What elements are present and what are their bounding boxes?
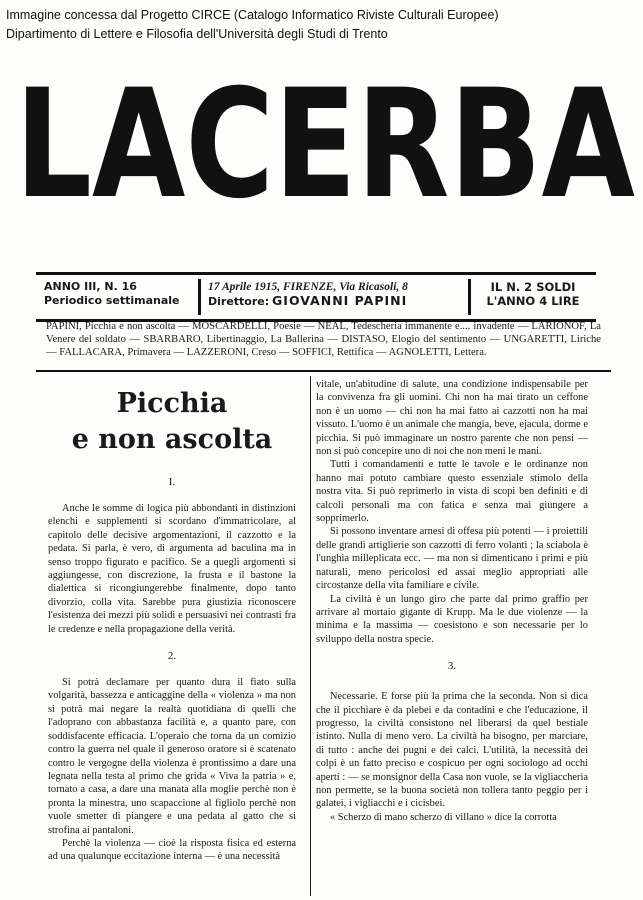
section-number-3: 3. (447, 660, 457, 673)
article-left-column (48, 378, 296, 864)
issue-price (478, 280, 588, 308)
article-right-column (316, 378, 588, 824)
director-name: GIOVANNI PAPINI (272, 293, 408, 308)
section-number-2: 2. (167, 650, 177, 663)
credit-line-1: Immagine concessa dal Progetto CIRCE (Catalogo Informatico Riviste Culturali Europee) (6, 8, 499, 22)
price-year: L'ANNO 4 LIRE (486, 294, 580, 308)
article-headline (48, 386, 296, 458)
masthead-title: LACERBA (15, 66, 635, 206)
paragraph: Anche le somme di logica più abbondanti in distinzioni elenchi e supplementi si scordano d'immatricolare, al capitolo delle decisive argomentazioni, il cazzotto e la pedata. Si parla, è vero, di argumenta ad baculina ma in senso troppo figurato e pacifico. Se a quegli argomenti si aggiungesse, con discrezione, la frusta e il bastone la dialettica si ricongiungerebbe finalmente, dopo tanto divorzio, colla vita. Sarebbe pura giustizia riconoscere l'esistenza dei mezzi più solidi e persuasivi nei contrasti fra le credenze e nella propagazione della verità. (48, 503, 296, 635)
info-divider (468, 279, 471, 315)
section-number-1: I. (168, 476, 176, 488)
paragraph: Necessarie. E forse più la prima che la seconda. Non si dica che il picchiare è da plebei e da contadini e che l'educazione, il progresso, la civiltà consistono nel liberarsi da quel bestiale istinto. Nulla di meno vero. La civiltà ha bisogno, per marciare, di tutto : anche dei pugni e dei calci. L'utilità, la necessità dei colpi è un fatto preciso e cospicuo per ogni sociologo ad occhi aperti : — se monsignor della Casa non vuole, se la vigliaccheria non permette, se la buona società non tollera tanto peggio per i galatei, i vigliacchi e i cicisbei. (316, 691, 588, 810)
paragraph: Tutti i comandamenti e tutte le tavole e le ordinanze non hanno mai potuto cambiare questo essenziale stimolo della nostra vita. Si può reprimerlo in vista di scopi ben definiti e di calcoli personali ma con fatica e senza mai giungere a sopprimerlo. (316, 459, 588, 525)
masthead-logo (10, 66, 640, 206)
price-issue: IL N. 2 SOLDI (490, 280, 576, 294)
issue-date-place: 17 Aprile 1915, FIRENZE, Via Ricasoli, 8 (208, 281, 408, 293)
headline-line-1: Picchia (116, 388, 228, 419)
info-divider (198, 279, 201, 315)
issue-info-bar (36, 272, 596, 322)
paragraph: Si possono inventare arnesi di offesa più potenti — i proiettili delle grandi artiglierie son cazzotti di ferro volanti ; la sciabola è l'unghia milleplicata ecc. — ma non si dimenticano i primi e più naturali, meno pericolosi ed assai meglio appropriati alle circostanze della vita familiare e civile. (316, 526, 588, 592)
paragraph: Si potrà declamare per quanto dura il fiato sulla volgarità, bassezza e anticaggine della « violenza » ma non si potrà mai negare la realtà quotidiana di quelli che l'adoprano con abbastanza facilità e, a quanto pare, con soddisfacente efficacia. L'operaio che torna da un comizio contro la guerra nel quale il generoso oratore si è scatenato contro le vergogne della violenza è prontissimo a dare una legnata nella testa al primo che grida « Viva la patria » e, tornato a casa, a dare una manata alla moglie perchè non è pronta la minestra, uno scapaccione al figliolo perchè non vuole smetter di piangere e una pedata al gatto che si strofina ai pantaloni. (48, 677, 296, 836)
table-of-contents: PAPINI, Picchia e non ascolta — MOSCARDELLI, Poesie — NEAL, Tedescheria immanente e.... invadente — LARIONOF, La Venere del soldato — SBARBARO, Libertinaggio, La Ballerina — DISTASO, Elogio del sentimento — UNGARETTI, Liriche — FALLACARA, Primavera — LAZZERONI, Creso — SOFFICI, Rettifica — AGNOLETTI, Lettera. (46, 321, 601, 358)
issue-frequency: Periodico settimanale (44, 294, 180, 307)
paragraph: La civiltà è un lungo giro che parte dal primo graffio per arrivare al mortaio gigante di Krupp. Ma le due violenze — la minima e la massima — coesistono e son necessarie per lo sviluppo della nostra specie. (316, 593, 588, 645)
credit-line-2: Dipartimento di Lettere e Filosofia dell'Università degli Studi di Trento (6, 27, 388, 41)
column-divider (310, 376, 311, 896)
paragraph: vitale, un'abitudine di salute, una condizione indispensabile per la convivenza fra gli uomini. Chi non ha mai tirato un ceffone non è un uomo — chi non ha mai fatto ai cazzotti non ha mai vissuto. L'uomo è un animale che mangia, beve, ejacula, dorme e picchia. Si può immaginare un nostro parente che non pensi — non si può concepire uno di noi che non meni le mani. (316, 379, 588, 458)
headline-line-2: e non ascolta (71, 424, 273, 455)
issue-number: ANNO III, N. 16 (44, 280, 137, 293)
paragraph: « Scherzo di mano scherzo di villano » dice la corrotta (330, 811, 557, 823)
director-label: Direttore: (208, 295, 270, 308)
paragraph: Perchè la violenza — cioè la risposta fisica ed esterna ad una qualunque eccitazione interna — è una necessità (48, 837, 296, 863)
toc-divider (36, 370, 611, 372)
issue-info (44, 280, 180, 308)
issue-date-director (208, 280, 408, 309)
